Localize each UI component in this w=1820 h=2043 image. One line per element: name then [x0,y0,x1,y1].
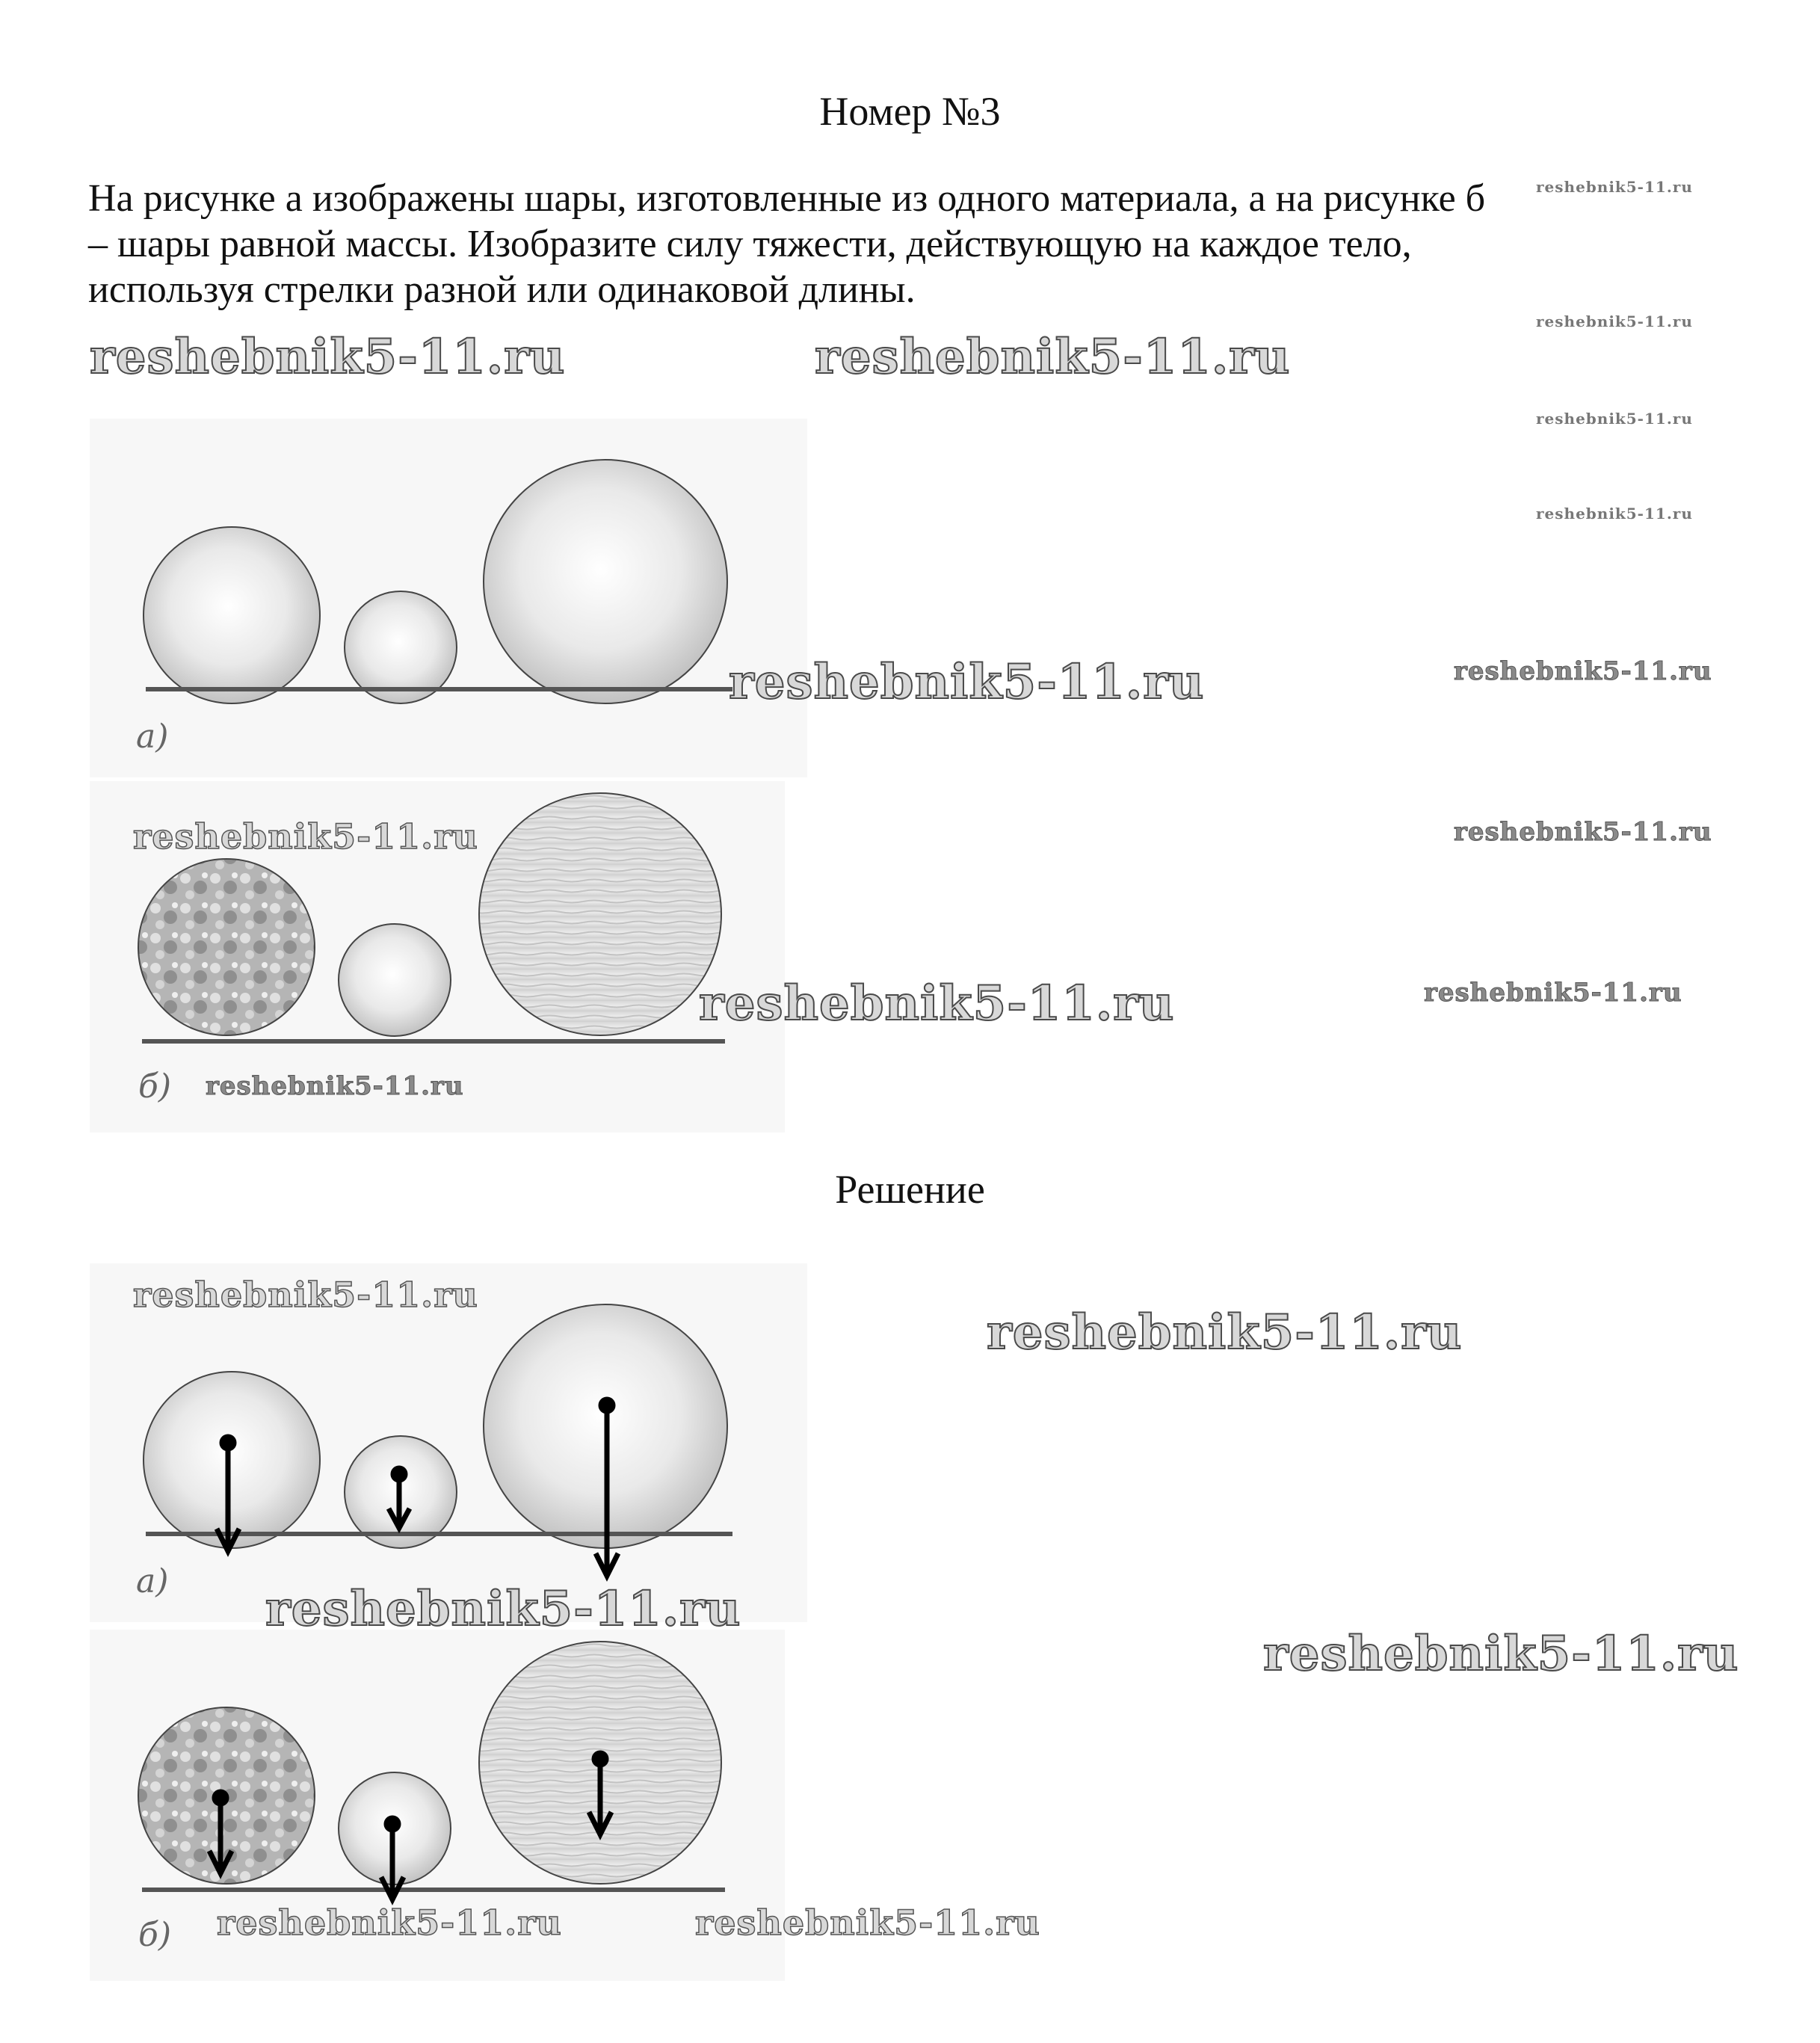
ball-a-large [484,460,727,703]
watermark: reshebnik5-11.ru [90,329,566,385]
watermark: reshebnik5-11.ru [987,1304,1463,1361]
watermark: reshebnik5-11.ru [1536,410,1693,428]
figure-label-b: б) [138,1067,172,1106]
watermark: reshebnik5-11.ru [699,976,1175,1032]
solution-heading: Решение [835,1167,985,1212]
ball-b-wood [479,793,721,1035]
problem-line-1: На рисунке а изображены шары, изготовленные из одного материала, а на рисунке б [88,177,1486,220]
watermark: reshebnik5-11.ru [206,1071,464,1101]
figure-a-problem [90,419,807,777]
watermark: reshebnik5-11.ru [265,1581,741,1637]
ball-b-stone [138,859,315,1035]
problem-line-2: – шары равной массы. Изобразите силу тяжести, действующую на каждое тело, [88,223,1412,265]
figure-label-b: б) [138,1916,172,1954]
watermark: reshebnik5-11.ru [1454,656,1712,686]
watermark: reshebnik5-11.ru [1536,505,1693,523]
watermark: reshebnik5-11.ru [1536,312,1693,330]
ball-b-small [339,924,451,1036]
watermark: reshebnik5-11.ru [1536,178,1693,196]
watermark: reshebnik5-11.ru [1454,817,1712,847]
page-title: Номер №3 [819,89,1001,134]
watermark: reshebnik5-11.ru [695,1902,1040,1943]
watermark: reshebnik5-11.ru [729,654,1205,710]
watermark: reshebnik5-11.ru [133,816,478,857]
watermark: reshebnik5-11.ru [133,1275,478,1315]
watermark: reshebnik5-11.ru [217,1902,562,1943]
problem-line-3: используя стрелки разной или одинаковой длины. [88,268,916,311]
watermark: reshebnik5-11.ru [1263,1626,1739,1682]
figure-a-solution [90,1263,807,1622]
problem-text [88,176,1770,312]
figure-label-a: а) [136,718,169,756]
ball-a-small [345,591,457,703]
watermark: reshebnik5-11.ru [815,329,1291,385]
ball-a-medium [144,527,320,703]
watermark: reshebnik5-11.ru [1424,978,1682,1008]
figure-label-a: а) [136,1562,169,1600]
ball-a-medium [144,1372,320,1548]
